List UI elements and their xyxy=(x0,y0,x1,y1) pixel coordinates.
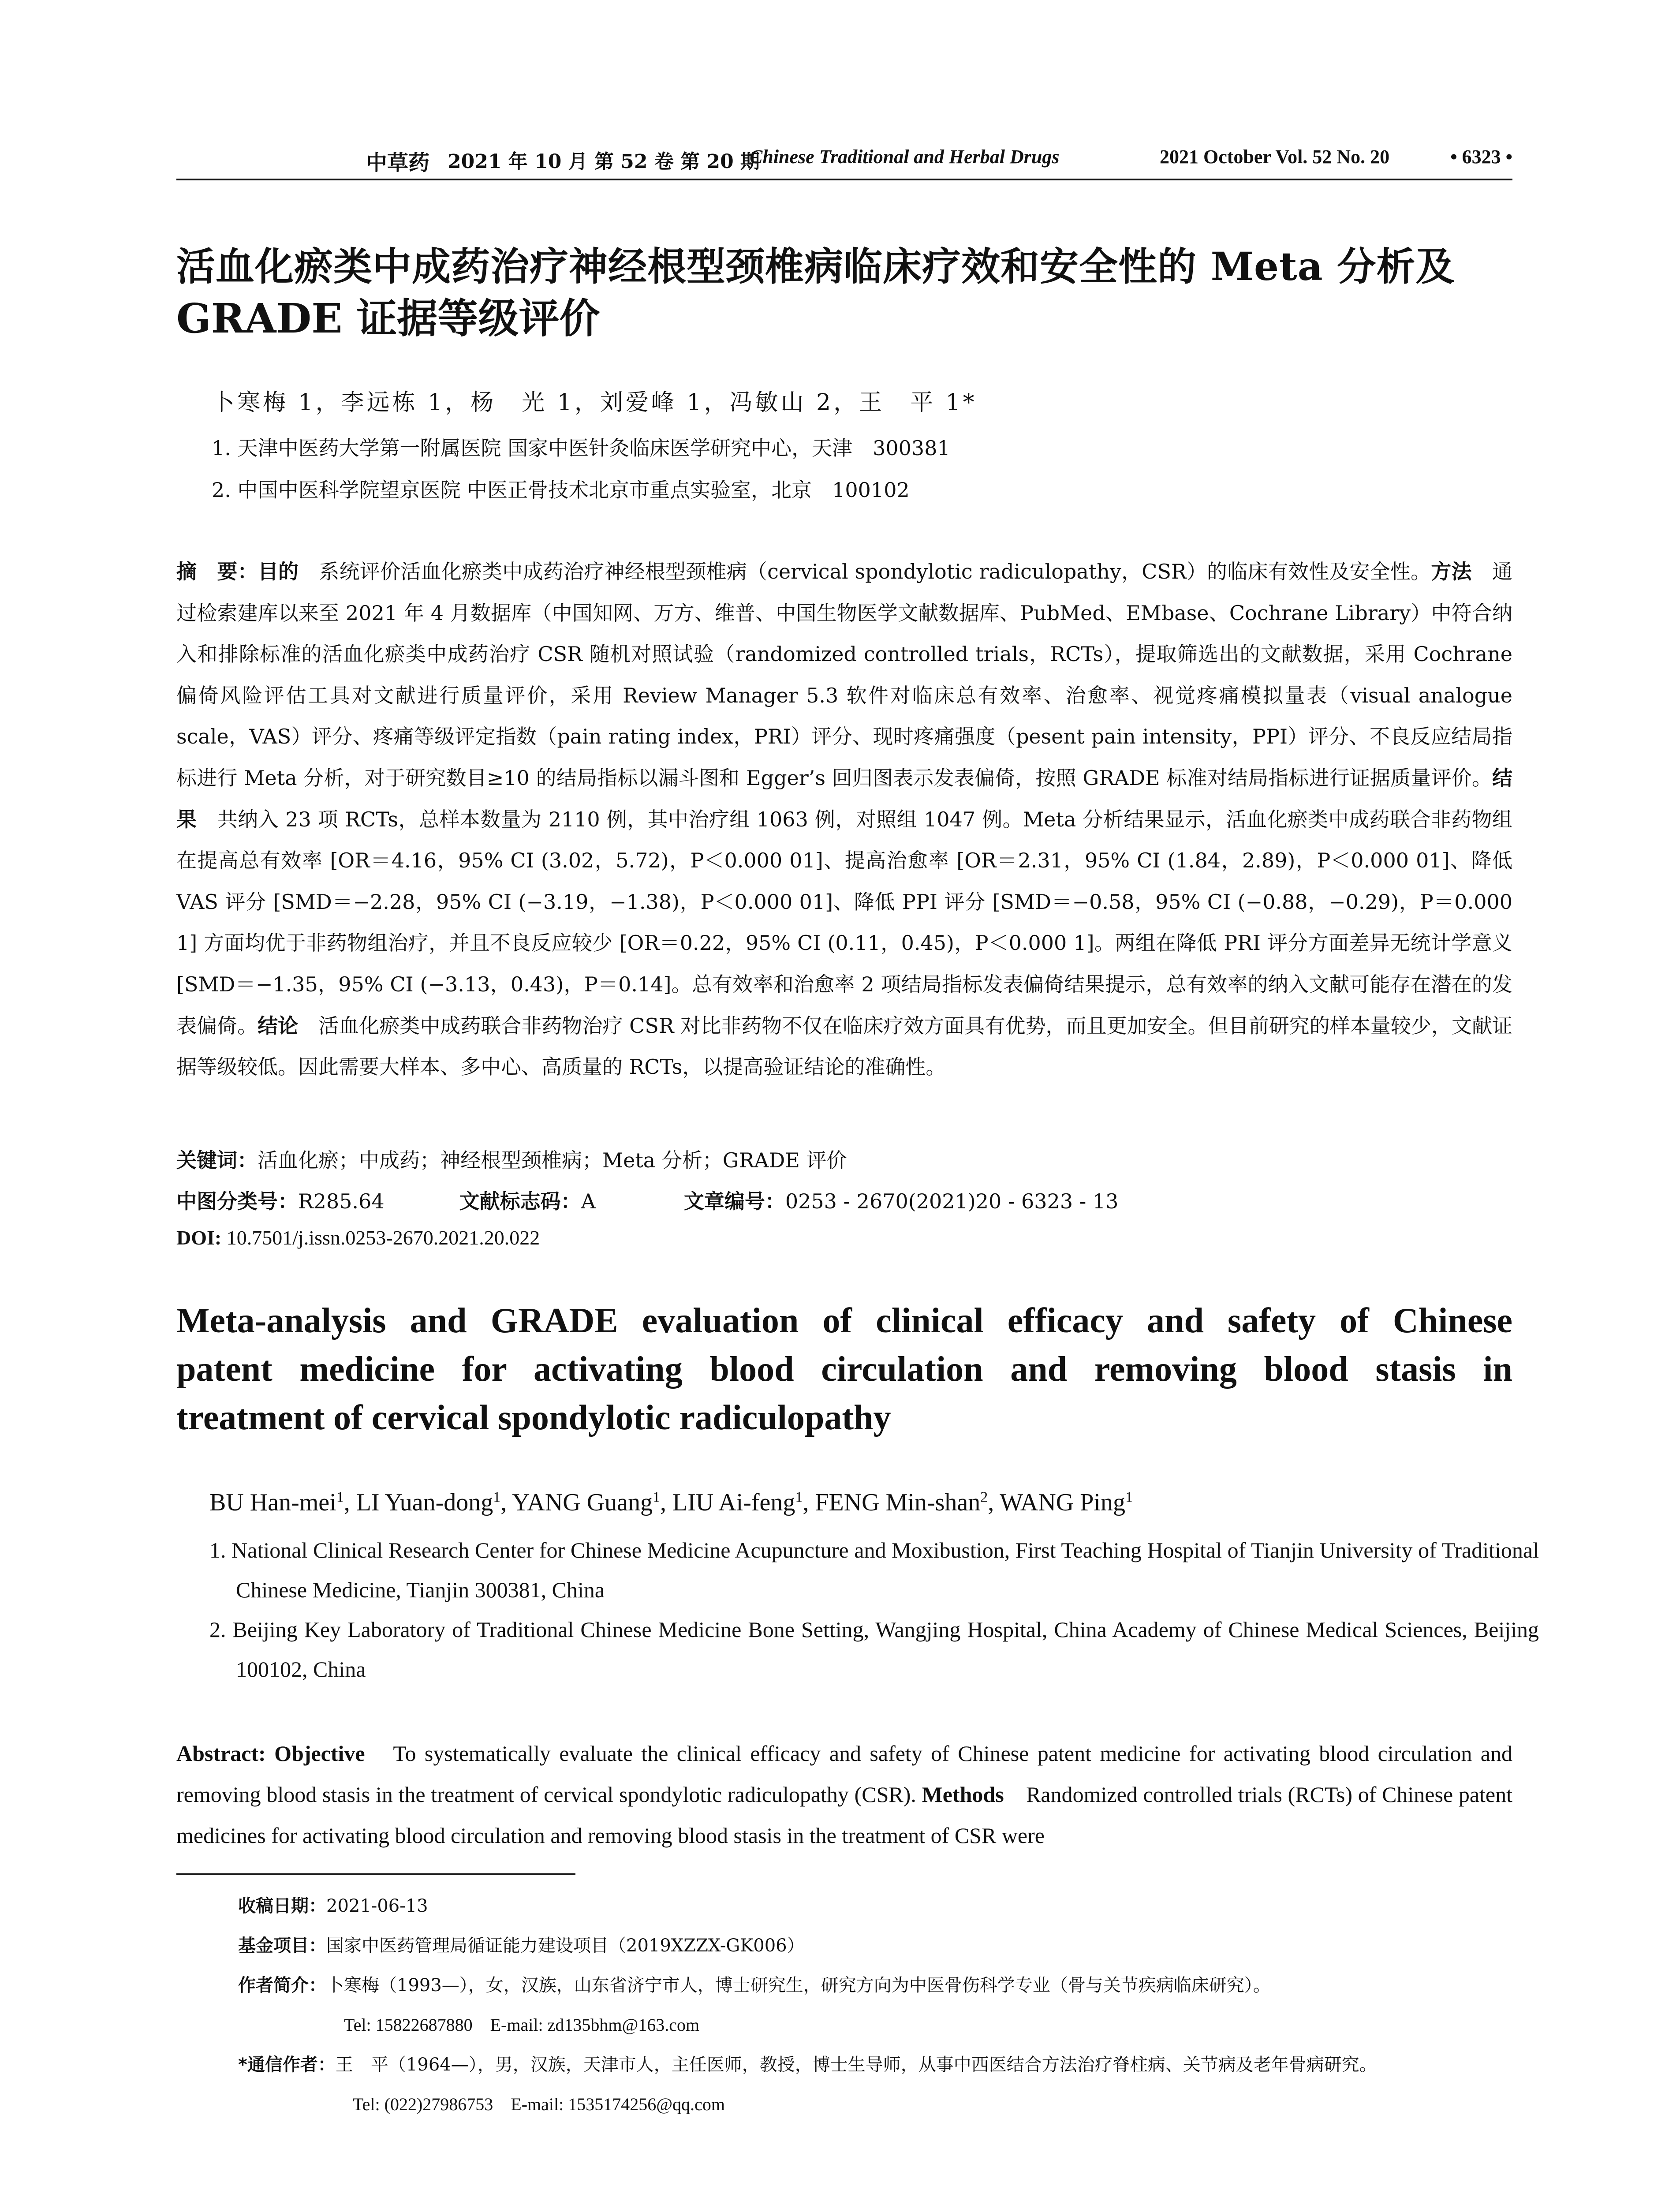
conclusion-label-cn: 结论 xyxy=(258,1013,299,1038)
journal-name-cn: 中草药 xyxy=(366,150,430,175)
author-sup: 1 xyxy=(493,1489,501,1506)
author-en: LI Yuan-dong xyxy=(356,1489,493,1516)
author-en: WANG Ping xyxy=(1000,1489,1125,1516)
objective-label-en: Objective xyxy=(274,1741,365,1766)
results-label-cn: 结果 xyxy=(176,766,1512,831)
keywords-line xyxy=(176,1144,847,1174)
issue-date-cn: 2021 年 10 月 第 52 卷 第 20 期 xyxy=(448,150,760,173)
corresponding-text: 王 平（1964—），男，汉族，天津市人，主任医师，教授，博士生导师，从事中西医结合方法治疗脊柱病、关节病及老年骨病研究。 xyxy=(335,2055,1377,2075)
keywords-label: 关键词： xyxy=(176,1148,258,1172)
author-sup: 1 xyxy=(795,1489,803,1506)
footnote-author xyxy=(238,1971,1271,1996)
doc-code-label: 文献标志码： xyxy=(459,1189,581,1213)
author-contact: Tel: 15822687880 E-mail: zd135bhm@163.com xyxy=(344,2015,700,2035)
affiliation-en-2: 2. Beijing Key Laboratory of Traditional Chinese Medicine Bone Setting, Wangjing Hospital, China Academy of Chinese Medical Sciences, Beijing 100102, China xyxy=(209,1617,1539,1682)
title-en-line1: Meta-analysis and GRADE evaluation of clinical efficacy and safety of Chinese xyxy=(176,1301,1512,1340)
title-en-line2: patent medicine for activating blood circulation and removing blood stasis in xyxy=(176,1350,1512,1389)
author-en: FENG Min-shan xyxy=(815,1489,981,1516)
journal-name-en: Chinese Traditional and Herbal Drugs xyxy=(750,146,1060,168)
received-label: 收稿日期： xyxy=(238,1896,326,1916)
abstract-en xyxy=(176,1733,1512,1856)
title-cn-line2: GRADE 证据等级评价 xyxy=(176,295,600,342)
author-en: LIU Ai-feng xyxy=(672,1489,795,1516)
abstract-label-en: Abstract: xyxy=(176,1741,266,1766)
objective-label-cn: 目的 xyxy=(258,560,299,583)
affiliation-cn-2: 2. 中国中医科学院望京医院 中医正骨技术北京市重点实验室，北京 100102 xyxy=(212,478,910,502)
fund-label: 基金项目： xyxy=(238,1936,326,1956)
affiliation-cn-1: 1. 天津中医药大学第一附属医院 国家中医针灸临床医学研究中心，天津 300381 xyxy=(212,436,950,460)
article-title-en xyxy=(176,1297,1512,1442)
doi-line xyxy=(176,1226,540,1249)
author-sup: 1 xyxy=(653,1489,661,1506)
keywords-text: 活血化瘀；中成药；神经根型颈椎病；Meta 分析；GRADE 评价 xyxy=(258,1148,847,1172)
methods-text-en: Randomized controlled trials (RCTs) of Chinese patent medicines for activating blood circulation and removing blood stasis in the treatment of CSR were xyxy=(176,1782,1513,1848)
doi-value: 10.7501/j.issn.0253-2670.2021.20.022 xyxy=(226,1226,540,1249)
article-number-label: 文章编号： xyxy=(683,1189,785,1213)
footnote-corresponding xyxy=(238,2051,1377,2076)
title-cn-line1: 活血化瘀类中成药治疗神经根型颈椎病临床疗效和安全性的 Meta 分析及 xyxy=(176,243,1455,289)
conclusion-text-cn: 活血化瘀类中成药联合非药物治疗 CSR 对比非药物不仅在临床疗效方面具有优势，而且更加安全。但目前研究的样本量较少，文献证据等级较低。因此需要大样本、多中心、高质量的 RCTs，以提高验证结论的准确性。 xyxy=(176,1013,1513,1079)
page-number: • 6323 • xyxy=(1450,146,1512,168)
author-sup: 1 xyxy=(336,1489,344,1506)
fund-text: 国家中医药管理局循证能力建设项目（2019XZZX-GK006） xyxy=(326,1936,805,1956)
doi-label: DOI: xyxy=(176,1226,222,1249)
author-en: YANG Guang xyxy=(512,1489,653,1516)
affiliation-en-1: 1. National Clinical Research Center for Chinese Medicine Acupuncture and Moxibustion, First Teaching Hospital of Tianjin University of Traditional Chinese Medicine, Tianjin 300381, China xyxy=(209,1538,1539,1602)
authors-cn: 卜寒梅 1，李远栋 1，杨 光 1，刘爱峰 1，冯敏山 2，王 平 1* xyxy=(212,389,977,416)
results-text-cn: 共纳入 23 项 RCTs，总样本数量为 2110 例，其中治疗组 1063 例，对照组 1047 例。Meta 分析结果显示，活血化瘀类中成药联合非药物组在提高总有效率 [OR＝4.16，95% CI (3.02，5.72)，P＜0.000 01]、提高治愈率 [OR＝2.31，95% CI (1.84，2.89)，P＜0.000 01]、降低 VAS 评分 [SMD＝−2.28，95% CI (−3.19，−1.38)，P＜0.000 01]、降低 PPI 评分 [SMD＝−0.58，95% CI (−0.88，−0.29)，P＝0.000 1] 方面均优于非药物组治疗，并且不良反应较少 [OR＝0.22，95% CI (0.11，0.45)，P＜0.000 1]。两组在降低 PRI 评分方面差异无统计学意义 [SMD＝−1.35，95% CI (−3.13，0.43)，P＝0.14]。总有效率和治愈率 2 项结局指标发表偏倚结果提示，总有效率的纳入文献可能存在潜在的发表偏倚。 xyxy=(176,807,1512,1038)
issue-date-en: 2021 October Vol. 52 No. 20 xyxy=(1160,146,1390,168)
methods-label-en: Methods xyxy=(922,1782,1004,1807)
authors-en: BU Han-mei$^1$, LI Yuan-dong$^1$, YANG Guang$^1$, LIU Ai-feng$^1$, FENG Min-shan$^2$, WANG Ping$^1$ xyxy=(209,1489,1133,1516)
objective-text-en: To systematically evaluate the clinical efficacy and safety of Chinese patent medicine for activating blood circulation and removing blood stasis in the treatment of cervical spondylotic radiculopathy (CSR). xyxy=(176,1741,1513,1807)
abstract-label-cn: 摘 要： xyxy=(176,560,258,583)
corresponding-contact: Tel: (022)27986753 E-mail: 1535174256@qq.com xyxy=(353,2094,725,2114)
abstract-cn xyxy=(176,551,1512,1088)
title-en-line3: treatment of cervical spondylotic radiculopathy xyxy=(176,1398,891,1437)
footnote-received xyxy=(238,1892,428,1917)
author-sup: 2 xyxy=(980,1489,988,1506)
methods-text-cn: 通过检索建库以来至 2021 年 4 月数据库（中国知网、万方、维普、中国生物医学文献数据库、PubMed、EMbase、Cochrane Library）中符合纳入和排除标准的活血化瘀类中成药治疗 CSR 随机对照试验（randomized controlled trials，RCTs），提取筛选出的文献数据，采用 Cochrane 偏倚风险评估工具对文献进行质量评价，采用 Review Manager 5.3 软件对临床总有效率、治愈率、视觉疼痛模拟量表（visual analogue scale，VAS）评分、疼痛等级评定指数（pain rating index，PRI）评分、现时疼痛强度（pesent pain intensity，PPI）评分、不良反应结局指标进行 Meta 分析，对于研究数目≥10 的结局指标以漏斗图和 Egger’s 回归图表示发表偏倚，按照 GRADE 标准对结局指标进行证据质量评价。 xyxy=(176,560,1513,790)
article-number-value: 0253 - 2670(2021)20 - 6323 - 13 xyxy=(785,1189,1119,1213)
author-en: BU Han-mei xyxy=(209,1489,336,1516)
article-title-cn xyxy=(176,240,1512,344)
author-bio-text: 卜寒梅（1993—），女，汉族，山东省济宁市人，博士研究生，研究方向为中医骨伤科学专业（骨与关节疾病临床研究）。 xyxy=(326,1975,1271,1996)
clc-value: R285.64 xyxy=(298,1189,385,1213)
methods-label-cn: 方法 xyxy=(1431,560,1472,583)
author-bio-label: 作者简介： xyxy=(238,1975,326,1996)
footnote-fund xyxy=(238,1932,805,1957)
header-divider xyxy=(176,179,1512,180)
classification-line xyxy=(176,1185,1118,1215)
corresponding-label: *通信作者： xyxy=(238,2055,336,2075)
doc-code-value: A xyxy=(581,1189,596,1213)
footnote-divider xyxy=(176,1873,575,1875)
received-date: 2021-06-13 xyxy=(326,1896,428,1916)
author-sup: 1 xyxy=(1125,1489,1133,1506)
objective-text-cn: 系统评价活血化瘀类中成药治疗神经根型颈椎病（cervical spondylotic radiculopathy，CSR）的临床有效性及安全性。 xyxy=(299,560,1431,583)
clc-label: 中图分类号： xyxy=(176,1189,298,1213)
